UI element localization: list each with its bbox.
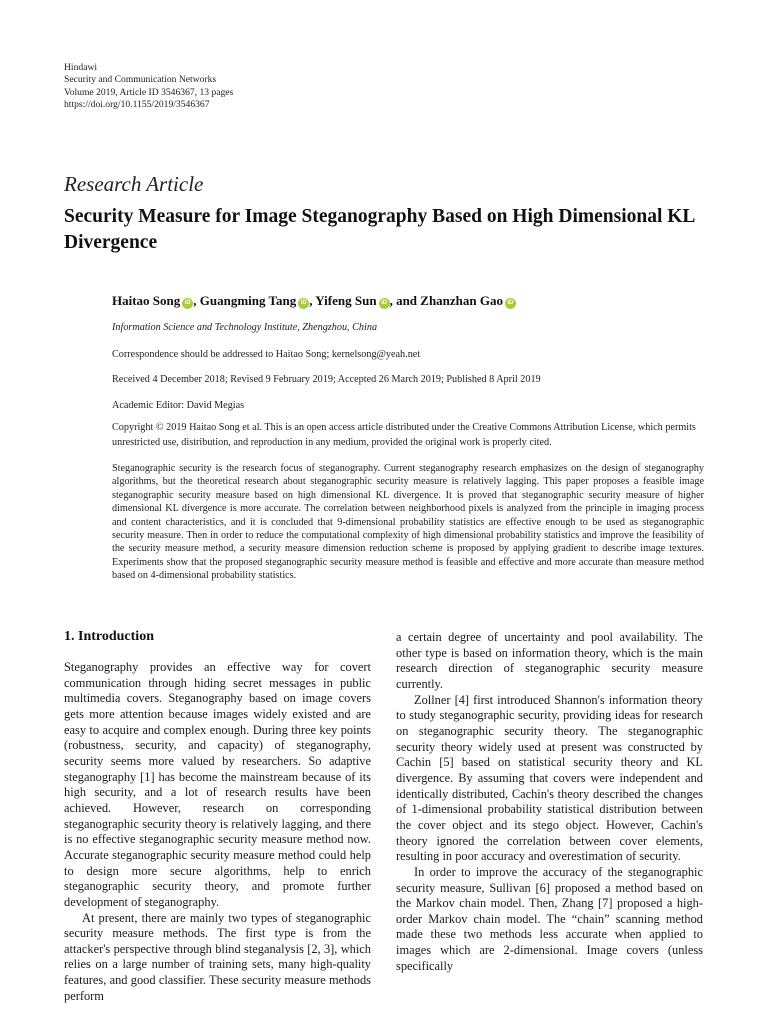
academic-editor: Academic Editor: David Megias: [112, 400, 245, 411]
journal-header: [64, 62, 233, 112]
doi-link[interactable]: https://doi.org/10.1155/2019/3546367: [64, 99, 210, 111]
journal-name: Security and Communication Networks: [64, 74, 217, 86]
author-separator: , and: [389, 293, 421, 308]
paragraph: At present, there are mainly two types of steganographic security measure methods. The first type is from the attacker's perspective through blind steganalysis [2, 3], which relies on a large number of training sets, many high-quality features, and good classifier. These security measure methods perform: [64, 910, 371, 1003]
author-name[interactable]: Yifeng Sun: [315, 293, 377, 308]
section-heading: 1. Introduction: [64, 629, 154, 644]
paragraph: Steganography provides an effective way for covert communication through hiding secret messages in public multimedia covers. Steganography based on image covers gets more attention because images widely existed and are easy to acquire and complex enough. During three key points (robustness, security, and capacity) of steganography, security seems more valued by researchers. So adaptive steganography [1] has become the mainstream because of its high security, and a lot of research results have been achieved. However, research on corresponding steganographic security theory is relatively lagging, and there is no effective steganographic security measure method now. Accurate steganographic security measure method could help to design more secure algorithms, help to enrich steganographic security theory, and promote further development of steganography.: [64, 660, 371, 909]
orcid-icon[interactable]: iD: [182, 298, 193, 309]
right-column: [396, 630, 703, 974]
article-type: Research Article: [64, 172, 204, 196]
paragraph: In order to improve the accuracy of the steganographic security measure, Sullivan [6] proposed a method based on the Markov chain model. Then, Zhang [7] proposed a high-order Markov chain model. The “chain” scanning method made these two methods less accurate when applied to images which are 2-dimensional. Image covers (unless specifically: [396, 864, 703, 973]
author-name[interactable]: Zhanzhan Gao: [420, 293, 504, 308]
left-column: [64, 660, 371, 1004]
paragraph: a certain degree of uncertainty and pool availability. The other type is based on information theory, which is the main research direction of steganographic security measure currently.: [396, 630, 703, 691]
orcid-icon[interactable]: iD: [505, 298, 516, 309]
paper-title: Security Measure for Image Steganography Based on High Dimensional KL Divergence: [64, 206, 695, 253]
paragraph: Zollner [4] first introduced Shannon's information theory to study steganographic security, providing ideas for research on steganographic security theory. The steganographic security theory widely used at present was constructed by Cachin [5] based on statistical security theory and KL divergence. By assuming that covers were independent and identically distributed, Cachin's theory described the changes of 1-dimensional probability statistical distribution between the cover object and its stego object. However, Cachin's theory ignored the correlation between cover elements, resulting in poor accuracy and overestimation of security.: [396, 692, 703, 864]
correspondence: Correspondence should be addressed to Haitao Song; kernelsong@yeah.net: [112, 349, 421, 360]
publication-dates: Received 4 December 2018; Revised 9 February 2019; Accepted 26 March 2019; Published 8 April 2019: [112, 374, 541, 385]
volume-info: Volume 2019, Article ID 3546367, 13 pages: [64, 86, 234, 98]
affiliation: Information Science and Technology Institute, Zhengzhou, China: [112, 322, 378, 333]
orcid-icon[interactable]: iD: [298, 298, 309, 309]
orcid-icon[interactable]: iD: [379, 298, 390, 309]
author-separator: ,: [309, 293, 316, 308]
copyright-notice: Copyright © 2019 Haitao Song et al. This is an open access article distributed under the Creative Commons Attribution License, which permits unrestricted use, distribution, and reproduction in any medium, provided the original work is properly cited.: [112, 422, 696, 448]
author-name[interactable]: Guangming Tang: [199, 293, 297, 308]
publisher-name: Hindawi: [64, 62, 98, 73]
author-name[interactable]: Haitao Song: [112, 293, 181, 308]
author-list: [112, 293, 516, 309]
abstract: Steganographic security is the research focus of steganography. Current steganography research emphasizes on the design of steganography algorithms, but the theoretical research about steganographic security measure is relatively lagging. This paper proposes a feasible image steganographic security measure based on high dimensional KL divergence. It is proved that steganographic security measure of higher dimensional KL divergence is more accurate. The correlation between neighborhood pixels is analyzed from the principle in imaging process and content characteristics, and it is concluded that 9-dimensional probability statistics are effective enough to be used as steganographic security measure. Then in order to reduce the computational complexity of high dimensional probability statistics and improve the feasibility of the security measure method, a security measure dimension reduction scheme is proposed by applying gradient to describe image textures. Experiments show that the proposed steganographic security measure method is feasible and effective and more accurate than measure method based on 4-dimensional probability statistics.: [112, 463, 704, 582]
author-separator: ,: [193, 293, 200, 308]
